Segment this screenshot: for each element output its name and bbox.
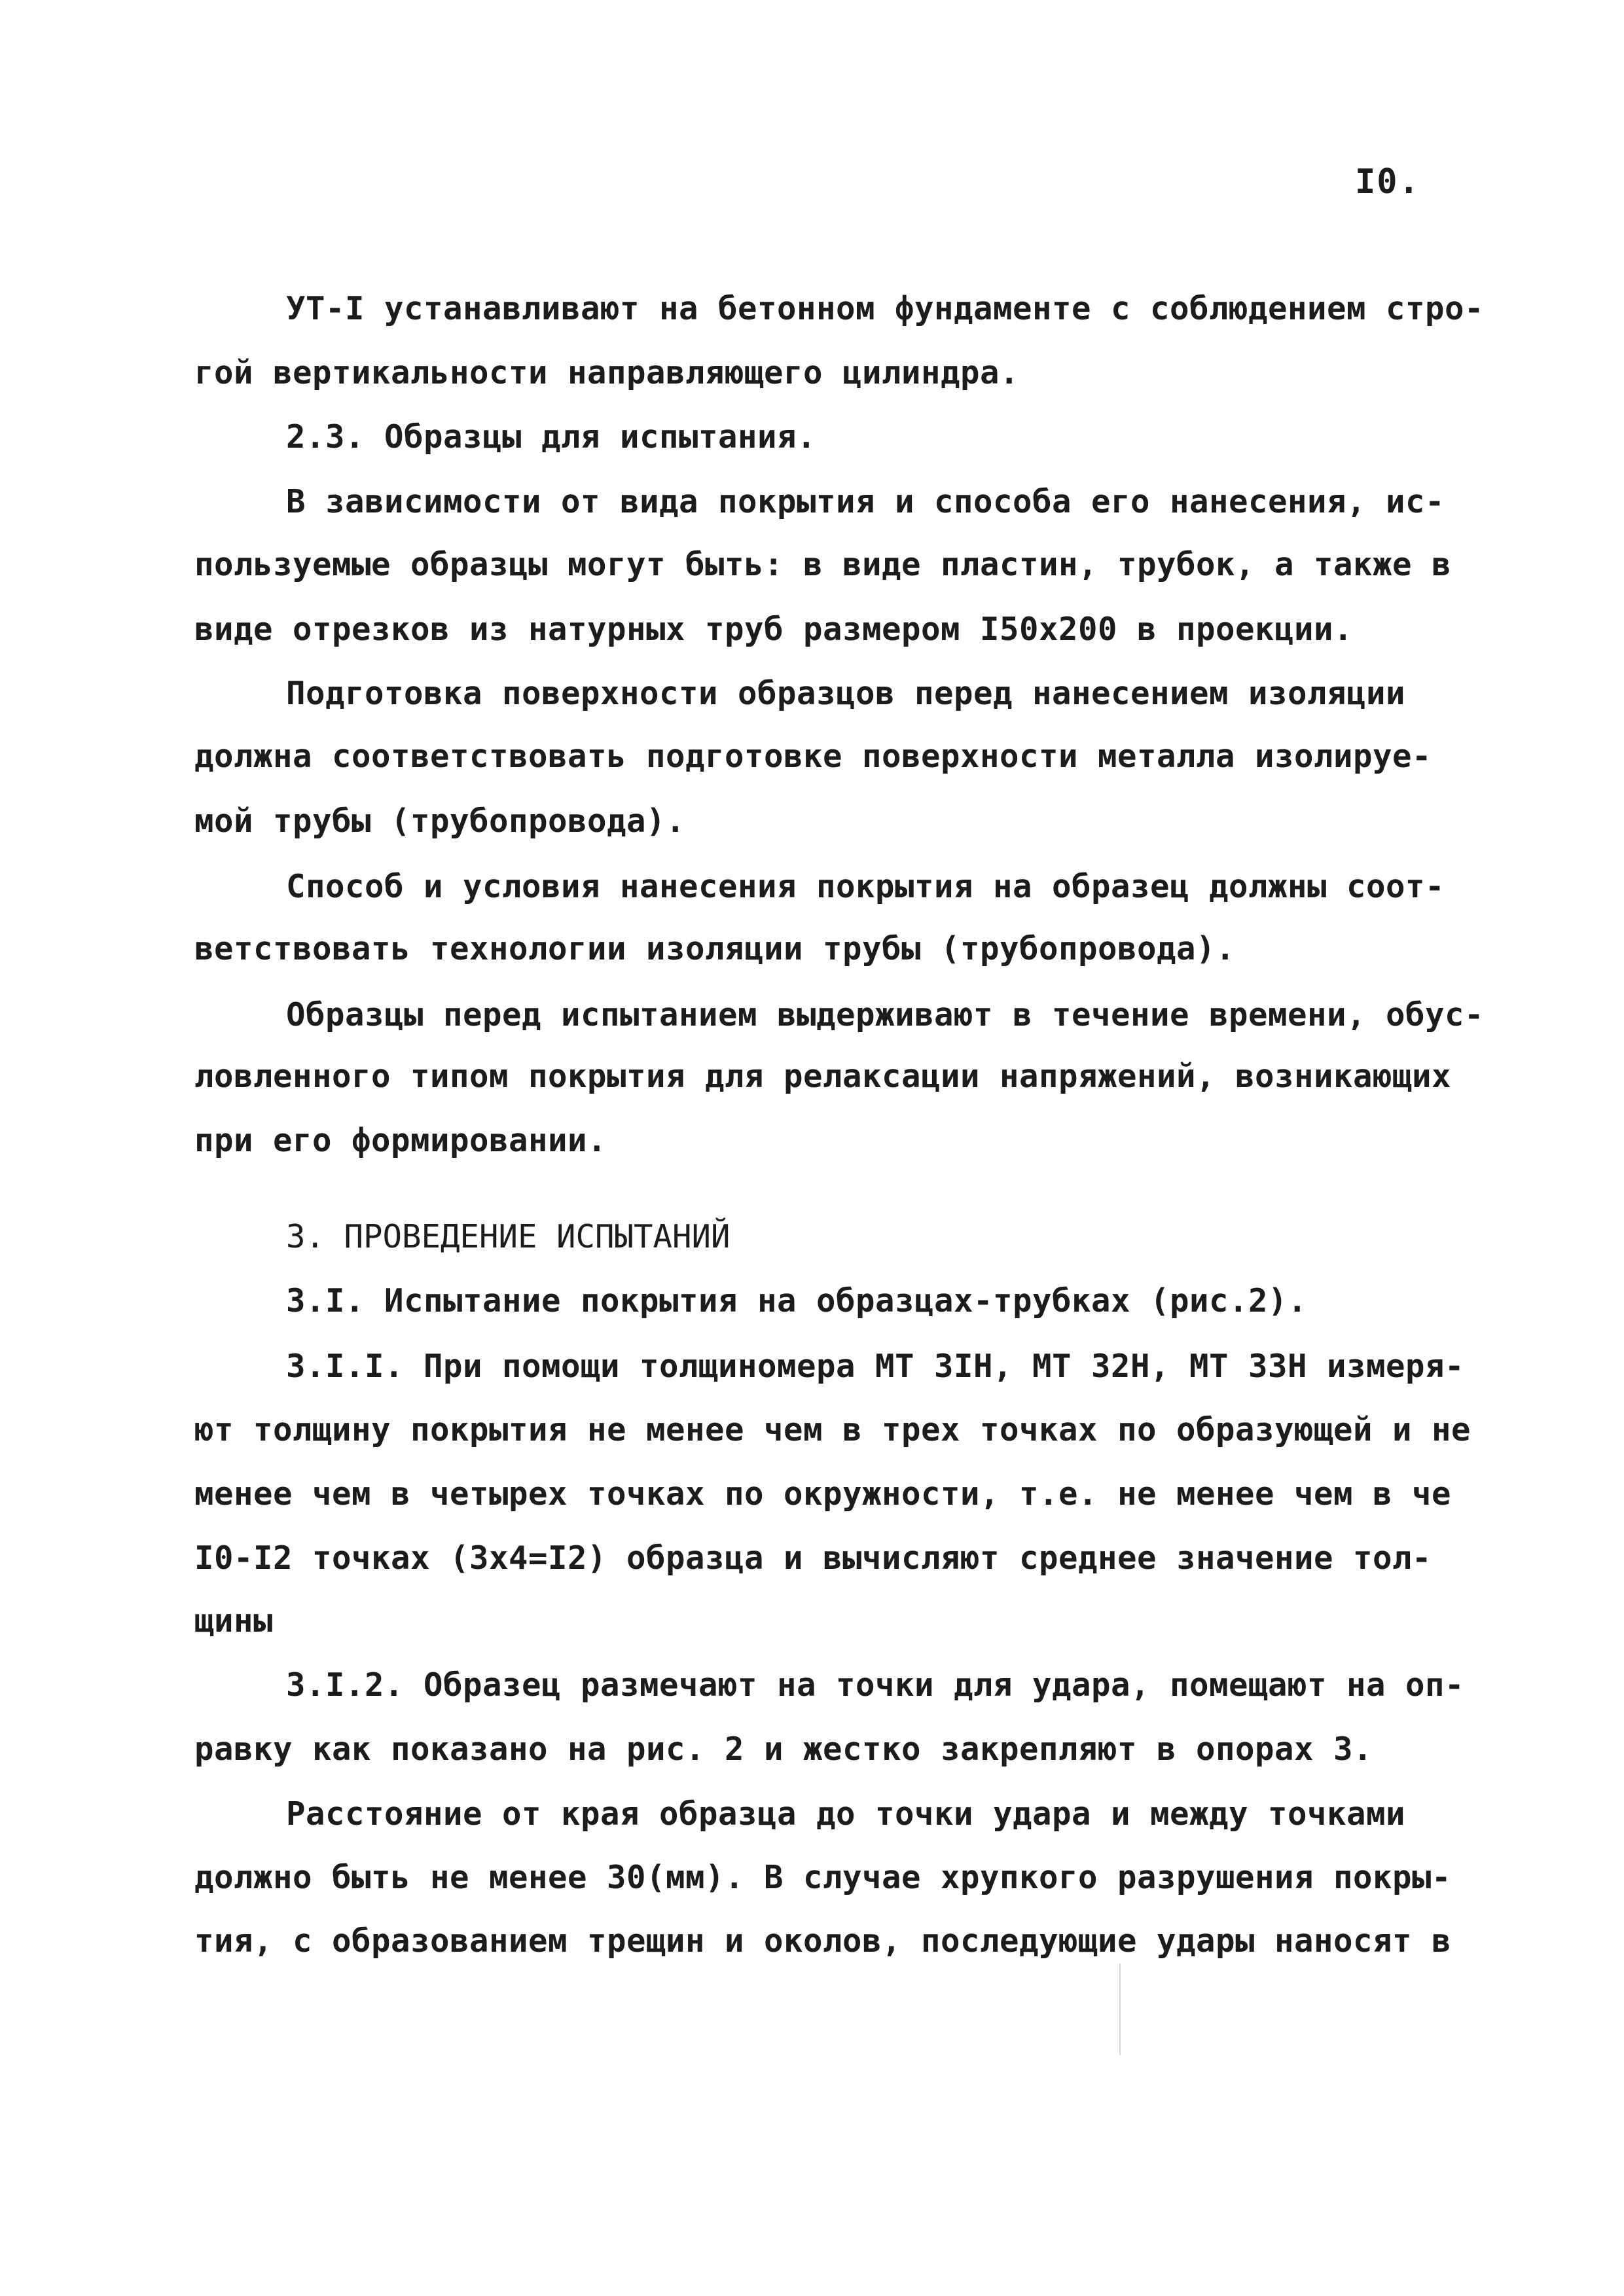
text-line-2: гой вертикальности направляющего цилиндра. (194, 354, 1020, 391)
text-line-7: Подготовка поверхности образцов перед нанесением изоляции (286, 675, 1406, 712)
text-line-23: равку как показано на рис. 2 и жестко закрепляют в опорах 3. (194, 1731, 1373, 1768)
text-line-12: Образцы перед испытанием выдерживают в течение времени, обус- (286, 996, 1485, 1033)
text-line-26: тия, с образованием трещин и околов, последующие удары наносят в (194, 1922, 1452, 1960)
text-line-25: должно быть не менее 30(мм). В случае хрупкого разрушения покры- (194, 1859, 1452, 1896)
text-line-24: Расстояние от края образца до точки удара и между точками (286, 1795, 1406, 1833)
text-line-18: ют толщину покрытия не менее чем в трех точках по образующей и не (194, 1411, 1471, 1448)
text-line-8: должна соответствовать подготовке поверхности металла изолируе- (194, 738, 1432, 775)
section-3-heading: 3. ПРОВЕДЕНИЕ ИСПЫТАНИЙ (286, 1218, 731, 1255)
section-3-1-title: 3.I. Испытание покрытия на образцах-трубках (рис.2). (286, 1282, 1308, 1319)
scan-artifact-line (1119, 1964, 1121, 2055)
text-line-5: пользуемые образцы могут быть: в виде пластин, трубок, а также в (194, 546, 1452, 583)
page-number: I0. (1355, 162, 1420, 202)
text-line-19: менее чем в четырех точках по окружности, т.е. не менее чем в че (194, 1475, 1452, 1513)
text-line-13: ловленного типом покрытия для релаксации напряжений, возникающих (194, 1058, 1452, 1095)
section-2-3-title: 2.3. Образцы для испытания. (286, 418, 817, 456)
text-line-20: I0-I2 точках (3x4=I2) образца и вычисляют среднее значение тол- (194, 1539, 1432, 1577)
text-line-9: мой трубы (трубопровода). (194, 802, 686, 840)
text-line-14: при его формировании. (194, 1122, 607, 1159)
text-line-4: В зависимости от вида покрытия и способа его нанесения, ис- (286, 483, 1445, 520)
text-line-21: щины (194, 1602, 274, 1640)
text-line-11: ветствовать технологии изоляции трубы (трубопровода). (194, 930, 1236, 967)
text-line-6: виде отрезков из натурных труб размером I50x200 в проекции. (194, 611, 1354, 648)
text-line-17: 3.I.I. При помощи толщиномера МТ 3IН, МТ 32Н, МТ 33Н измеря- (286, 1348, 1465, 1385)
text-line-10: Способ и условия нанесения покрытия на образец должны соот- (286, 868, 1445, 905)
text-line-22: 3.I.2. Образец размечают на точки для удара, помещают на оп- (286, 1666, 1465, 1704)
text-line-1: УТ-I устанавливают на бетонном фундаменте с соблюдением стро- (286, 290, 1485, 327)
